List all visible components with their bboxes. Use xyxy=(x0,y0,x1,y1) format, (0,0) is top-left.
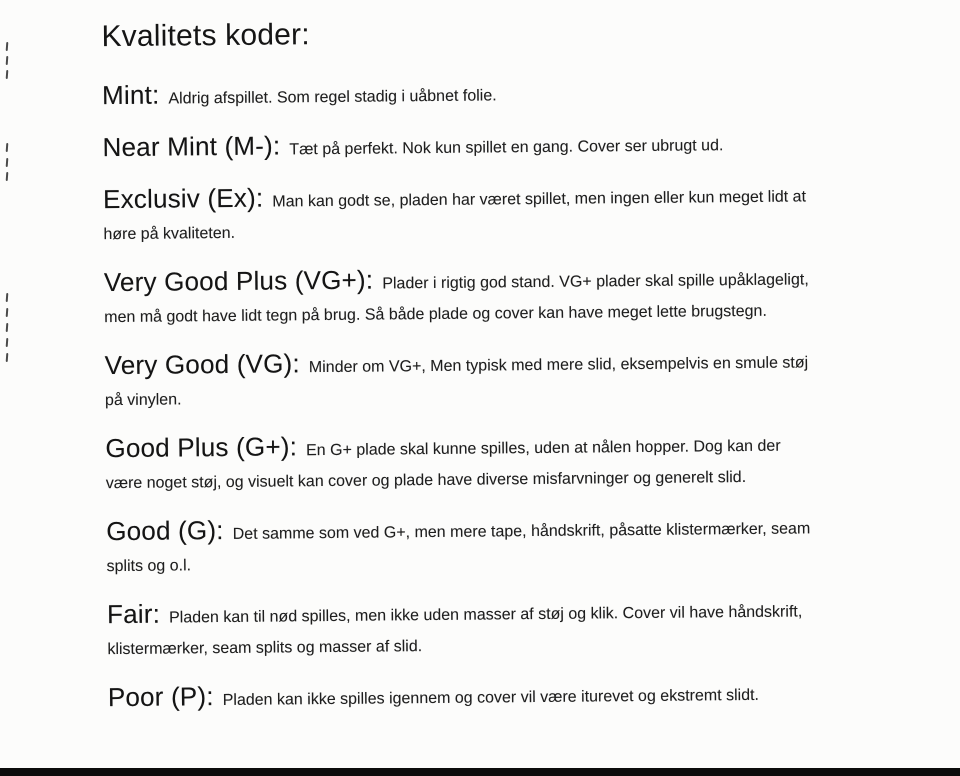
grade-description-poor: Pladen kan ikke spilles igennem og cover vil være iturevet og ekstremt slidt. xyxy=(222,686,760,710)
grade-entry-fair xyxy=(107,592,813,665)
grade-description-good-plus: En G+ plade skal kunne spilles, uden at nålen hopper. Dog kan der være noget støj, og visuelt kan cover og plade have diverse misfarvninger og generelt slid. xyxy=(105,437,781,493)
grade-entry-good-plus xyxy=(105,426,811,499)
grade-term-very-good-plus: Very Good Plus (VG+): xyxy=(103,264,374,298)
grade-term-exclusiv: Exclusiv (Ex): xyxy=(102,182,264,215)
grade-term-good: Good (G): xyxy=(106,515,224,547)
grade-term-fair: Fair: xyxy=(106,598,161,630)
grade-entry-exclusiv xyxy=(103,177,809,250)
grade-description-very-good-plus: Plader i rigtig god stand. VG+ plader skal spille upåklageligt, men må godt have lidt tegn på brug. Så både plade og cover kan have meget lette brugstegn. xyxy=(104,271,809,327)
scan-bottom-edge xyxy=(0,768,960,776)
grade-entry-poor xyxy=(108,675,813,717)
grade-term-poor: Poor (P): xyxy=(107,681,214,713)
grade-term-near-mint: Near Mint (M-): xyxy=(102,130,281,163)
grade-entry-mint xyxy=(102,73,807,115)
grade-entry-near-mint xyxy=(102,125,807,167)
grade-term-good-plus: Good Plus (G+): xyxy=(105,431,298,464)
grade-description-good: Det samme som ved G+, men mere tape, håndskrift, påsatte klistermærker, seam splits og o.l. xyxy=(106,520,811,576)
grade-description-very-good: Minder om VG+, Men typisk med mere slid, eksempelvis en smule støj på vinylen. xyxy=(104,354,809,410)
grade-entry-very-good xyxy=(105,343,811,416)
grade-description-mint: Aldrig afspillet. Som regel stadig i uåbnet folie. xyxy=(168,87,497,108)
page-title: Kvalitets koder: xyxy=(101,18,310,54)
grade-description-near-mint: Tæt på perfekt. Nok kun spillet en gang. Cover ser ubrugt ud. xyxy=(289,137,724,159)
grade-entry-good xyxy=(106,509,812,582)
grade-term-mint: Mint: xyxy=(101,79,160,111)
grade-description-fair: Pladen kan til nød spilles, men ikke uden masser af støj og klik. Cover vil have håndskrift, klistermærker, seam splits og masser af slid. xyxy=(107,603,803,659)
grade-description-exclusiv: Man kan godt se, pladen har været spillet, men ingen eller kun meget lidt at høre på kvaliteten. xyxy=(103,188,807,244)
grade-term-very-good: Very Good (VG): xyxy=(104,348,300,381)
grade-entry-very-good-plus xyxy=(104,260,810,333)
